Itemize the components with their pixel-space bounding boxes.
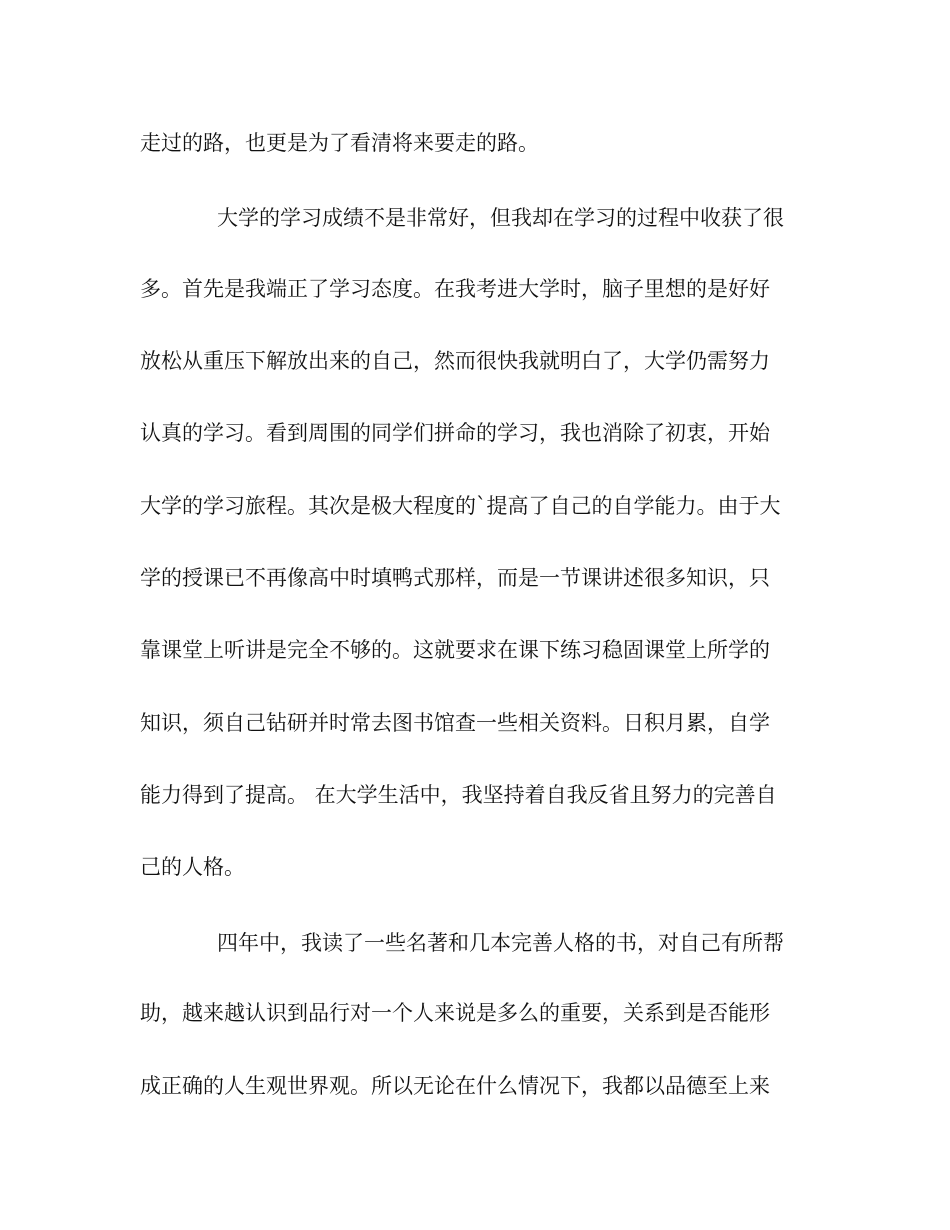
paragraph-line: 认真的学习。看到周围的同学们拼命的学习，我也消除了初衷，开始 <box>140 421 770 445</box>
paragraph-line: 多。首先是我端正了学习态度。在我考进大学时，脑子里想的是好好 <box>140 277 770 301</box>
paragraph-line: 能力得到了提高。 在大学生活中，我坚持着自我反省且努力的完善自 <box>140 783 777 807</box>
paragraph-line: 放松从重压下解放出来的自己，然而很快我就明白了，大学仍需努力 <box>140 349 770 373</box>
paragraph-line: 知识，须自己钻研并时常去图书馆查一些相关资料。日积月累，自学 <box>140 711 770 735</box>
paragraph-line: 靠课堂上听讲是完全不够的。这就要求在课下练习稳固课堂上所学的 <box>140 638 770 662</box>
paragraph-line: 四年中，我读了一些名著和几本完善人格的书，对自己有所帮 <box>217 931 784 955</box>
paragraph-line: 大学的学习成绩不是非常好，但我却在学习的过程中收获了很 <box>217 206 784 230</box>
paragraph-line: 走过的路，也更是为了看清将来要走的路。 <box>140 131 539 155</box>
paragraph-line: 助，越来越认识到品行对一个人来说是多么的重要，关系到是否能形 <box>140 1001 770 1025</box>
paragraph-line: 学的授课已不再像高中时填鸭式那样，而是一节课讲述很多知识，只 <box>140 566 770 590</box>
paragraph-line: 己的人格。 <box>140 855 245 879</box>
paragraph-line: 成正确的人生观世界观。所以无论在什么情况下，我都以品德至上来 <box>140 1074 770 1098</box>
paragraph-line: 大学的学习旅程。其次是极大程度的`提高了自己的自学能力。由于大 <box>140 494 781 518</box>
